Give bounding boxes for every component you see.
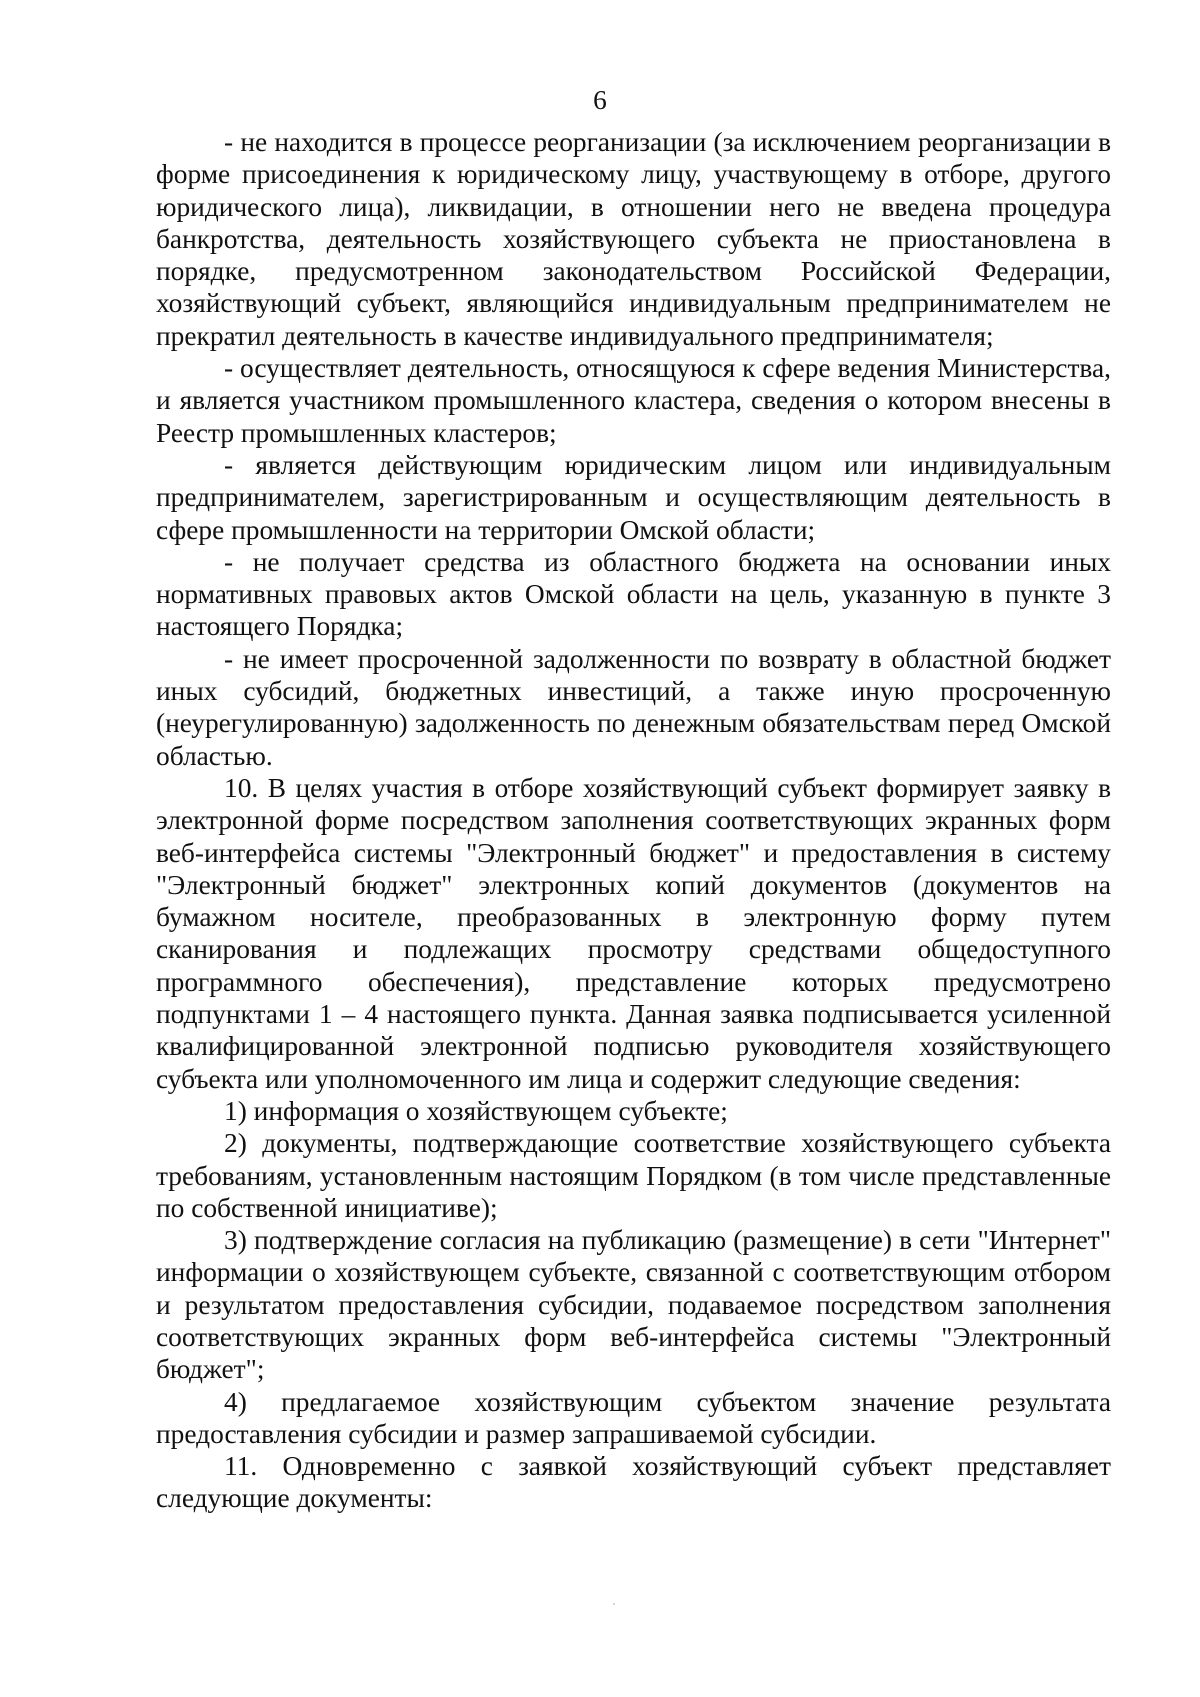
page-number: 6 (593, 85, 607, 115)
clause-11: 11. Одновременно с заявкой хозяйствующий субъект представляет следующие документы: (156, 1451, 1111, 1514)
requirement-no-overdue-debt: - не имеет просроченной задолженности по возврату в областной бюджет иных субсидий, бюджетных инвестиций, а также иную просроченную (неурегулированную) задолженность по денежным обязательствам перед Омской областью. (156, 643, 1111, 771)
clause-10-item-2: 2) документы, подтверждающие соответствие хозяйствующего субъекта требованиям, установленным настоящим Порядком (в том числе представленные по собственной инициативе); (156, 1128, 1111, 1223)
clause-10-item-4: 4) предлагаемое хозяйствующим субъектом значение результата предоставления субсидии и размер запрашиваемой субсидии. (156, 1386, 1111, 1449)
document-body (156, 126, 1111, 1515)
requirement-active-entity: - является действующим юридическим лицом или индивидуальным предпринимателем, зарегистрированным и осуществляющим деятельность в сфере промышленности на территории Омской области; (156, 449, 1111, 545)
requirement-no-reorganization: - не находится в процессе реорганизации (за исключением реорганизации в форме присоединения к юридическому лицу, участвующему в отборе, другого юридического лица), ликвидации, в отношении него не введена процедура банкротства, деятельность хозяйствующего субъекта не приостановлена в порядке, предусмотренном законодательством Российской Федерации, хозяйствующий субъект, являющийся индивидуальным предпринимателем не прекратил деятельность в качестве индивидуального предпринимателя; (156, 127, 1111, 351)
clause-10-item-1: 1) информация о хозяйствующем субъекте; (224, 1095, 728, 1126)
clause-10-item-3: 3) подтверждение согласия на публикацию (размещение) в сети "Интернет" информации о хозяйствующем субъекте, связанной с соответствующим отбором и результатом предоставления субсидии, подаваемое посредством заполнения соответствующих экранных форм веб-интерфейса системы "Электронный бюджет"; (156, 1225, 1111, 1385)
requirement-no-other-budget-funds: - не получает средства из областного бюджета на основании иных нормативных правовых актов Омской области на цель, указанную в пункте 3 настоящего Порядка; (156, 546, 1111, 642)
scan-speck (613, 1603, 615, 1605)
clause-10: 10. В целях участия в отборе хозяйствующий субъект формирует заявку в электронной форме посредством заполнения соответствующих экранных форм веб-интерфейса системы "Электронный бюджет" и предоставления в систему "Электронный бюджет" электронных копий документов (документов на бумажном носителе, преобразованных в электронную форму путем сканирования и подлежащих просмотру средствами общедоступного программного обеспечения), представление которых предусмотрено подпунктами 1 – 4 настоящего пункта. Данная заявка подписывается усиленной квалифицированной электронной подписью руководителя хозяйствующего субъекта или уполномоченного им лица и содержит следующие сведения: (156, 772, 1111, 1094)
requirement-cluster-member: - осуществляет деятельность, относящуюся к сфере ведения Министерства, и является участником промышленного кластера, сведения о котором внесены в Реестр промышленных кластеров; (156, 353, 1111, 448)
